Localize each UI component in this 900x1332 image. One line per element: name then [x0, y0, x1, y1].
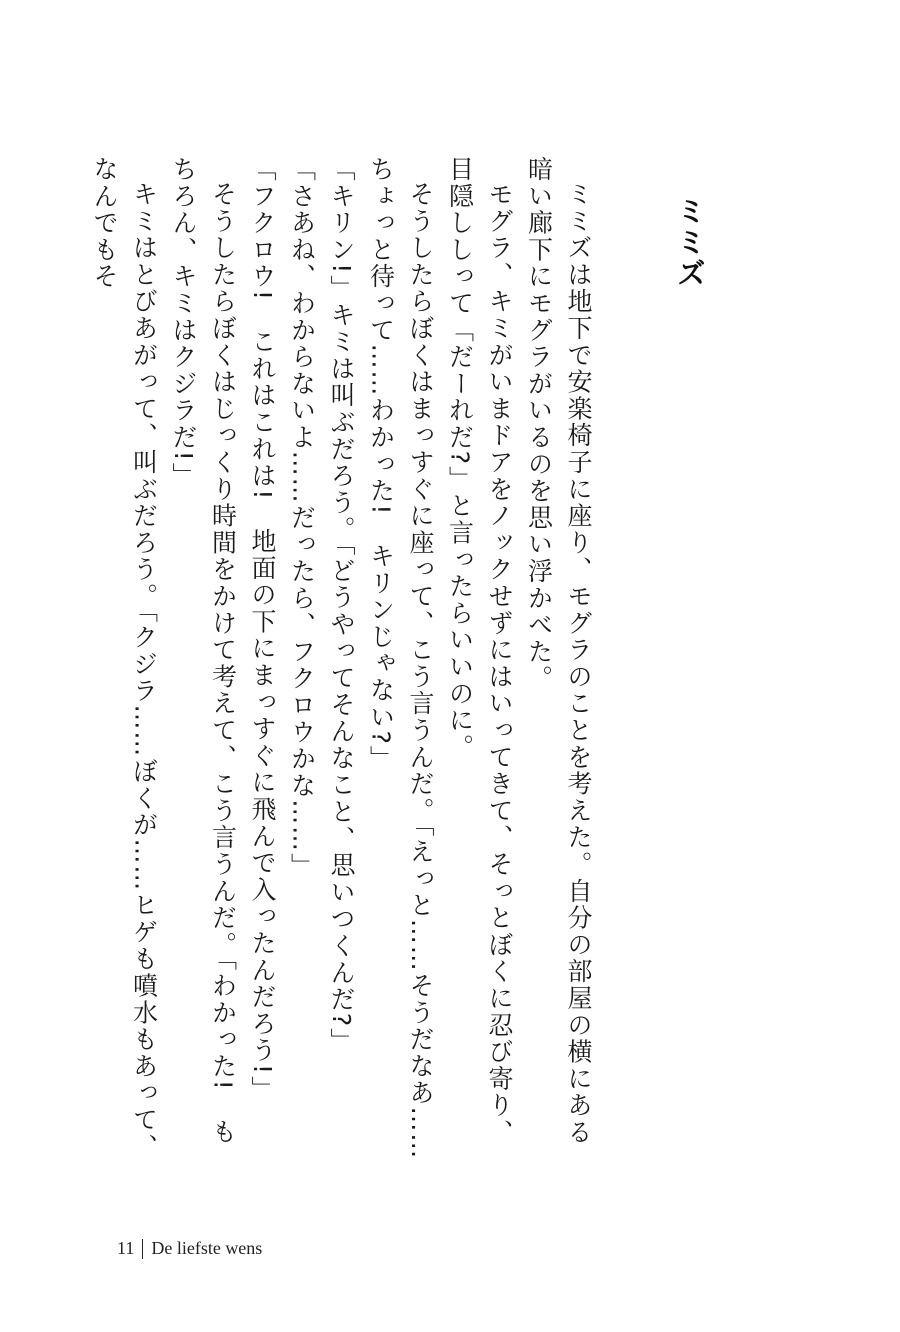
body-text [90, 156, 598, 1166]
paragraph-2: モグラ、キミがいまドアをノックせずにはいってきて、そっとぼくに忍び寄り、目隠ししって「だーれだ?」と言ったらいいのに。 [445, 156, 514, 1146]
paragraph-5: 「さあね、わからないよ……だったら、フクロウかな……」 [287, 156, 317, 880]
paragraph-8: キミはとびあがって、叫ぶだろう。「クジラ……ぼくが……ヒゲも噴水もあって、なんでもそ [90, 156, 159, 1161]
page-footer [117, 1238, 262, 1259]
footer-divider [142, 1239, 143, 1259]
paragraph-7: そうしたらぼくはじっくり時間をかけて考えて、こう言うんだ。「わかった! もちろん、キミはクジラだ!」 [169, 156, 238, 1146]
page-number: 11 [117, 1238, 135, 1258]
book-title: De liefste wens [151, 1238, 263, 1258]
paragraph-6: 「フクロウ! これはこれは! 地面の下にまっすぐに飛んで入ったんだろう!」 [248, 156, 277, 1103]
paragraph-4: 「キリン!」キミは叫ぶだろう。「どうやってそんなこと、思いつくんだ?」 [327, 156, 356, 1055]
paragraph-3: そうしたらぼくはまっすぐに座って、こう言うんだ。「えっと……そうだなあ……ちょっと待って……わかった! キリンじゃない?」 [366, 156, 435, 1161]
chapter-title: ミミズ [673, 196, 707, 289]
paragraph-1: ミミズは地下で安楽椅子に座り、モグラのことを考えた。自分の部屋の横にある暗い廊下にモグラがいるのを思い浮かべた。 [524, 156, 593, 1146]
